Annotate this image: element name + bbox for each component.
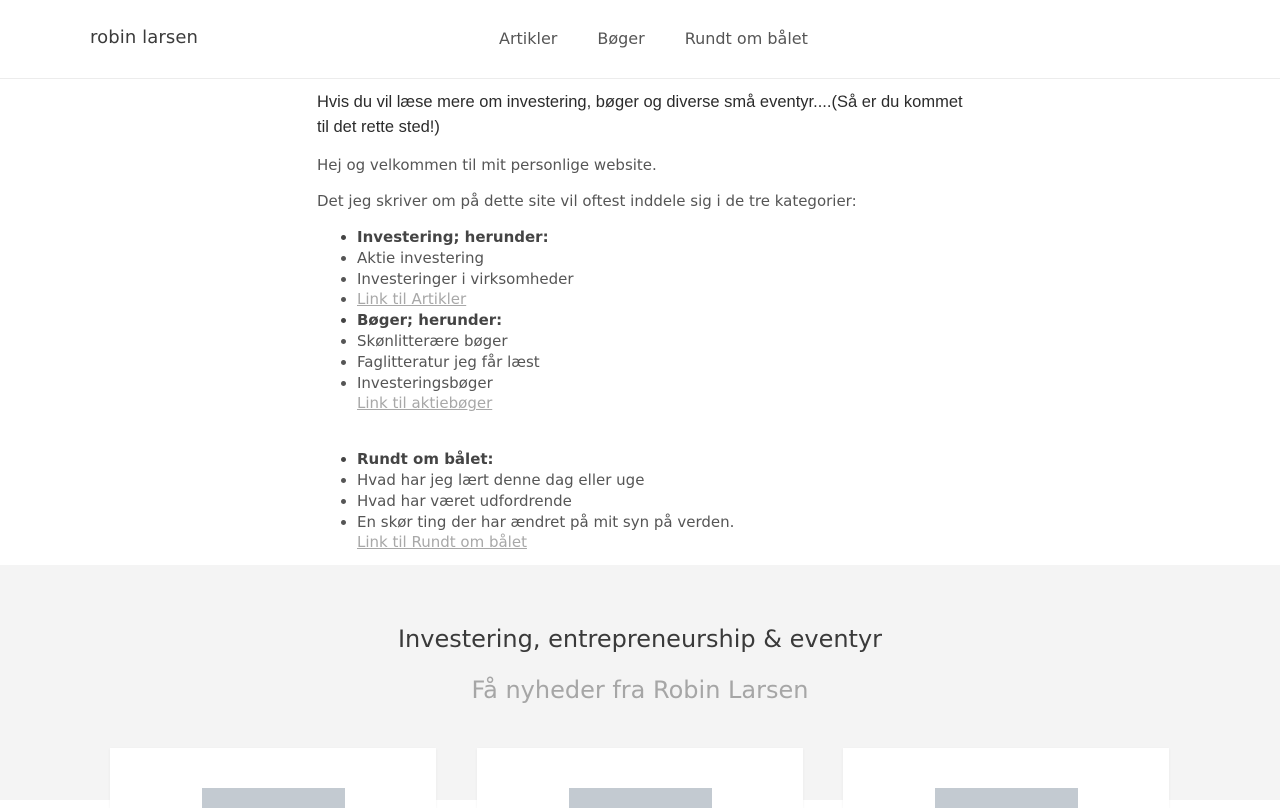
band-title: Investering, entrepreneurship & eventyr <box>397 625 883 653</box>
link-artikler[interactable]: Link til Artikler <box>357 290 467 309</box>
nav-item-artikler[interactable]: Artikler <box>499 29 558 48</box>
categories-text: Det jeg skriver om på dette site vil oftest inddele sig i de tre kategorier: <box>317 192 857 210</box>
intro-text: Hvis du vil læse mere om investering, bøger og diverse små eventyr....(Så er du kommet til det rette sted!) <box>317 93 963 136</box>
band-subtitle: Få nyheder fra Robin Larsen <box>471 676 809 704</box>
list-item <box>357 373 977 415</box>
post-card[interactable] <box>843 748 1169 808</box>
nav-item-boger[interactable]: Bøger <box>597 29 645 48</box>
list-item-label: En skør ting der har ændret på mit syn på verden. <box>357 512 735 531</box>
list-item: • Investeringer i virksomheder <box>357 269 977 290</box>
post-card-thumbnail <box>569 788 712 808</box>
category-heading-boger: • Bøger; herunder: <box>357 310 977 331</box>
site-title-link[interactable]: robin larsen <box>90 27 199 48</box>
category-heading-rundt-om-balet: • Rundt om bålet: <box>357 449 977 470</box>
post-card[interactable] <box>110 748 436 808</box>
list-item: • Skønlitterære bøger <box>357 331 977 352</box>
list-spacer <box>357 414 977 449</box>
list-item <box>357 512 977 554</box>
post-card[interactable] <box>477 748 803 808</box>
list-item-link <box>357 289 977 310</box>
site-header <box>0 0 1280 79</box>
newsletter-band <box>0 565 1280 800</box>
post-card-thumbnail <box>202 788 345 808</box>
list-item: • Hvad har været udfordrende <box>357 491 977 512</box>
post-card-thumbnail <box>935 788 1078 808</box>
list-item-label: Investeringsbøger <box>357 373 493 392</box>
main-content <box>317 79 977 553</box>
nav-item-rundt-om-balet[interactable]: Rundt om bålet <box>684 29 808 48</box>
link-aktieboger[interactable]: Link til aktiebøger <box>357 394 493 413</box>
link-rundt-om-balet[interactable]: Link til Rundt om bålet <box>357 533 527 552</box>
list-item: • Aktie investering <box>357 248 977 269</box>
list-item: • Hvad har jeg lært denne dag eller uge <box>357 470 977 491</box>
welcome-text: Hej og velkommen til mit personlige website. <box>317 156 657 174</box>
list-item: • Faglitteratur jeg får læst <box>357 352 977 373</box>
category-list <box>317 227 977 553</box>
category-heading-investering: • Investering; herunder: <box>357 227 977 248</box>
main-nav <box>499 29 808 48</box>
